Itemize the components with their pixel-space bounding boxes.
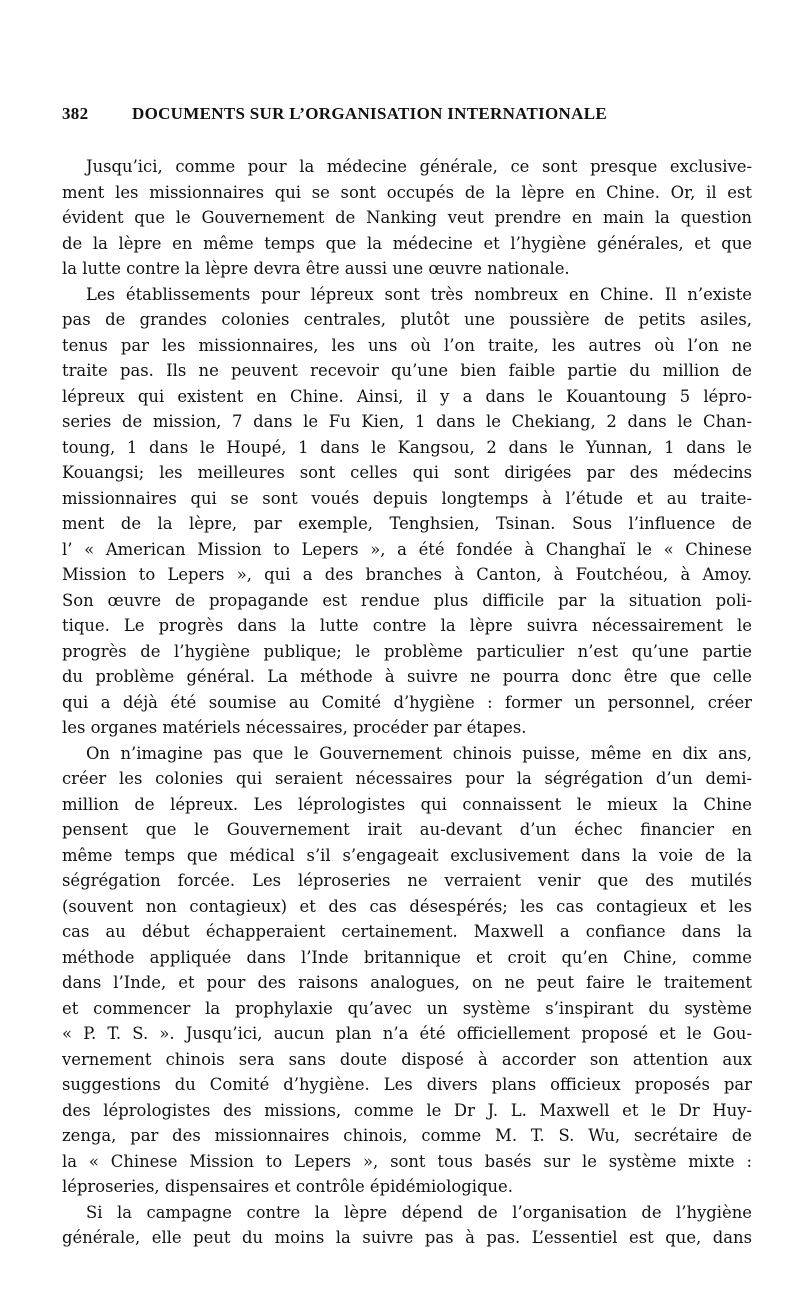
text-line: vernement chinois sera sans doute disposé à accorder son attention aux (62, 1049, 752, 1069)
text-line: (souvent non contagieux) et des cas désespérés; les cas contagieux et les (62, 896, 752, 916)
text-line: Mission to Lepers », qui a des branches à Canton, à Foutchéou, à Amoy. (62, 565, 752, 584)
text-line: pensent que le Gouvernement irait au-devant d’un échec financier en (62, 820, 752, 839)
text-line: la lutte contre la lèpre devra être aussi une œuvre nationale. (62, 259, 570, 278)
text-line: et commencer la prophylaxie qu’avec un système s’inspirant du système (62, 998, 752, 1018)
text-line: pas de grandes colonies centrales, plutôt une poussière de petits asiles, (62, 310, 752, 329)
paragraph (62, 741, 752, 1200)
running-header (62, 104, 752, 144)
text-line: missionnaires qui se sont voués depuis longtemps à l’étude et au traite- (62, 488, 752, 508)
page-number: 382 (62, 104, 89, 123)
text-line: méthode appliquée dans l’Inde britannique et croit qu’en Chine, comme (62, 947, 752, 967)
text-line: évident que le Gouvernement de Nanking veut prendre en main la question (62, 208, 752, 227)
text-line: series de mission, 7 dans le Fu Kien, 1 dans le Chekiang, 2 dans le Chan- (62, 412, 752, 431)
text-line: tique. Le progrès dans la lutte contre la lèpre suivra nécessairement le (62, 616, 752, 635)
text-line: Kouangsi; les meilleures sont celles qui sont dirigées par des médecins (62, 463, 752, 482)
text-line: du problème général. La méthode à suivre ne pourra donc être que celle (62, 667, 752, 686)
text-line: zenga, par des missionnaires chinois, comme M. T. S. Wu, secrétaire de (62, 1126, 752, 1145)
document-page (62, 104, 752, 1251)
text-line: léproseries, dispensaires et contrôle épidémiologique. (62, 1177, 513, 1196)
text-line: même temps que médical s’il s’engageait exclusivement dans la voie de la (62, 845, 752, 865)
text-line: « P. T. S. ». Jusqu’ici, aucun plan n’a été officiellement proposé et le Gou- (62, 1024, 752, 1043)
text-line: l’ « American Mission to Lepers », a été fondée à Changhaï le « Chinese (62, 539, 752, 559)
text-line: ment de la lèpre, par exemple, Tenghsien, Tsinan. Sous l’influence de (62, 514, 752, 533)
running-title: DOCUMENTS SUR L’ORGANISATION INTERNATIONALE (132, 104, 607, 123)
text-line: lépreux qui existent en Chine. Ainsi, il y a dans le Kouantoung 5 lépro- (62, 386, 752, 406)
text-line: Son œuvre de propagande est rendue plus difficile par la situation poli- (62, 590, 752, 610)
text-line: On n’imagine pas que le Gouvernement chinois puisse, même en dix ans, (86, 743, 752, 763)
text-line: suggestions du Comité d’hygiène. Les divers plans officieux proposés par (62, 1075, 752, 1094)
text-line: Les établissements pour lépreux sont très nombreux en Chine. Il n’existe (86, 284, 752, 304)
text-line: ségrégation forcée. Les léproseries ne verraient venir que des mutilés (62, 871, 752, 890)
text-line: qui a déjà été soumise au Comité d’hygiène : former un personnel, créer (62, 692, 752, 712)
text-line: tenus par les missionnaires, les uns où l’on traite, les autres où l’on ne (62, 335, 752, 355)
paragraph (62, 154, 752, 282)
text-line: ment les missionnaires qui se sont occupés de la lèpre en Chine. Or, il est (62, 182, 752, 202)
text-line: cas au début échapperaient certainement. Maxwell a confiance dans la (62, 922, 752, 941)
paragraph (62, 1200, 752, 1251)
paragraph (62, 282, 752, 741)
text-line: de la lèpre en même temps que la médecine et l’hygiène générales, et que (62, 233, 752, 253)
text-line: générale, elle peut du moins la suivre pas à pas. L’essentiel est que, dans (62, 1228, 752, 1247)
text-line: la « Chinese Mission to Lepers », sont tous basés sur le système mixte : (62, 1151, 752, 1171)
text-line: toung, 1 dans le Houpé, 1 dans le Kangsou, 2 dans le Yunnan, 1 dans le (62, 437, 752, 457)
text-line: des léprologistes des missions, comme le Dr J. L. Maxwell et le Dr Huy- (62, 1100, 752, 1120)
text-line: créer les colonies qui seraient nécessaires pour la ségrégation d’un demi- (62, 769, 752, 788)
text-line: Jusqu’ici, comme pour la médecine générale, ce sont presque exclusive- (86, 157, 752, 176)
text-line: million de lépreux. Les léprologistes qui connaissent le mieux la Chine (62, 794, 752, 814)
text-line: Si la campagne contre la lèpre dépend de l’organisation de l’hygiène (86, 1202, 752, 1222)
text-line: les organes matériels nécessaires, procéder par étapes. (62, 718, 527, 737)
text-line: progrès de l’hygiène publique; le problème particulier n’est qu’une partie (62, 641, 752, 661)
text-line: dans l’Inde, et pour des raisons analogues, on ne peut faire le traitement (62, 973, 752, 992)
text-line: traite pas. Ils ne peuvent recevoir qu’une bien faible partie du million de (62, 361, 752, 380)
body-text (62, 154, 752, 1251)
